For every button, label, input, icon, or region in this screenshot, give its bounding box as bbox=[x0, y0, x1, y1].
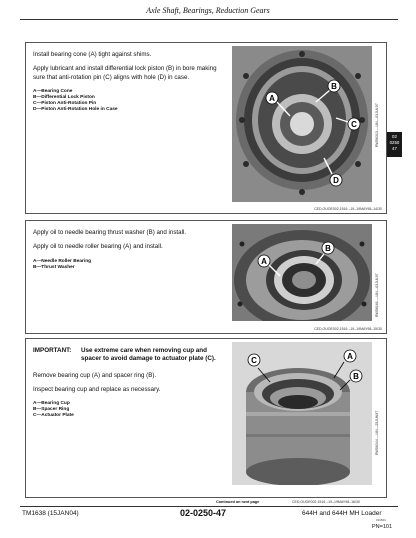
section-text bbox=[33, 229, 223, 271]
instruction-paragraph: Apply oil to needle bearing thrust washer (B) and install. bbox=[33, 229, 187, 236]
figure-legend bbox=[33, 401, 223, 419]
header-rule bbox=[20, 19, 398, 20]
callout-a bbox=[258, 255, 270, 267]
instruction-paragraph: Remove bearing cup (A) and spacer ring (B). bbox=[33, 371, 157, 379]
legend-item: D—Piston Anti-Rotation Hole in Case bbox=[33, 106, 118, 112]
reference-code: CED,OUOE002,1516 –19–19MAY98–14/30 bbox=[314, 207, 382, 211]
image-code: RW56161 —UN—03JUL97 bbox=[375, 273, 379, 317]
callout-d bbox=[330, 174, 342, 186]
svg-text:B: B bbox=[353, 372, 359, 381]
callout-b bbox=[350, 370, 362, 382]
legend-item: C—Actuator Plate bbox=[33, 413, 74, 419]
reference-code: CED,OUOE002,1516 –19–19MAY98–16/30 bbox=[292, 500, 360, 504]
legend-item: B—Thrust Washer bbox=[33, 264, 75, 270]
legend-item: B—Differential Lock Piston bbox=[33, 94, 95, 100]
section-text bbox=[33, 51, 223, 113]
svg-text:C: C bbox=[251, 356, 257, 365]
image-code: RW56313 —UN—03JUL97 bbox=[375, 103, 379, 147]
svg-text:B: B bbox=[331, 82, 337, 91]
section-text bbox=[33, 347, 223, 419]
callout-b bbox=[328, 80, 340, 92]
footer-rule bbox=[20, 506, 398, 507]
legend-item: A—Bearing Cone bbox=[33, 88, 73, 94]
section-needle-bearing bbox=[25, 220, 387, 334]
section-install-bearing-cone bbox=[25, 42, 387, 214]
tab-section: 0250 bbox=[389, 140, 400, 145]
svg-text:A: A bbox=[269, 94, 275, 103]
bearing-cup-photo bbox=[232, 342, 372, 485]
callout-c bbox=[348, 118, 360, 130]
page-header-title: Axle Shaft, Bearings, Reduction Gears bbox=[146, 6, 270, 15]
important-label: IMPORTANT: bbox=[33, 347, 72, 354]
reference-code: CED,OUOE002,1516 –19–19MAY98–15/30 bbox=[314, 327, 382, 331]
image-code: RW56344 —UN—25JUN97 bbox=[375, 410, 379, 455]
tab-group: 02 bbox=[392, 134, 397, 139]
continued-note: Continued on next page bbox=[216, 500, 260, 504]
important-text: Use extreme care when removing cup and spacer to avoid damage to actuator plate (C). bbox=[81, 347, 216, 363]
legend-item: C—Piston Anti-Rotation Pin bbox=[33, 100, 97, 106]
callout-a bbox=[266, 92, 278, 104]
print-date-code: 011504 bbox=[376, 518, 386, 522]
instruction-paragraph: Install bearing cone (A) tight against shims. bbox=[33, 51, 152, 58]
important-notice bbox=[33, 347, 223, 364]
machine-model: 644H and 644H MH Loader bbox=[302, 510, 382, 517]
svg-text:A: A bbox=[347, 352, 353, 361]
page-number-code: 02-0250-47 bbox=[180, 508, 227, 518]
figure-legend bbox=[33, 89, 223, 113]
axle-housing-photo bbox=[232, 46, 372, 202]
tab-page: 47 bbox=[392, 146, 397, 151]
pn-page-number: PN=101 bbox=[372, 524, 393, 530]
callout-b bbox=[322, 242, 334, 254]
instruction-paragraph: Apply oil to needle roller bearing (A) and install. bbox=[33, 243, 163, 251]
section-page-tab bbox=[387, 132, 402, 157]
needle-bearing-photo bbox=[232, 224, 372, 321]
manual-id: TM1638 (15JAN04) bbox=[22, 510, 79, 517]
svg-text:D: D bbox=[333, 176, 339, 185]
instruction-paragraph: Apply lubricant and install differential lock piston (B) in bore making sure that anti-rotation pin (C) aligns with hole (D) in case. bbox=[33, 65, 217, 81]
legend-item: A—Bearing Cup bbox=[33, 401, 70, 407]
instruction-paragraph: Inspect bearing cup and replace as necessary. bbox=[33, 385, 161, 393]
callout-a bbox=[344, 350, 356, 362]
svg-text:C: C bbox=[351, 120, 357, 129]
figure-legend bbox=[33, 259, 223, 271]
legend-item: B—Spacer Ring bbox=[33, 407, 70, 413]
section-remove-bearing-cup bbox=[25, 338, 387, 498]
legend-item: A—Needle Roller Bearing bbox=[33, 258, 92, 264]
svg-text:A: A bbox=[261, 257, 267, 266]
callout-c bbox=[248, 354, 260, 366]
svg-text:B: B bbox=[325, 244, 331, 253]
